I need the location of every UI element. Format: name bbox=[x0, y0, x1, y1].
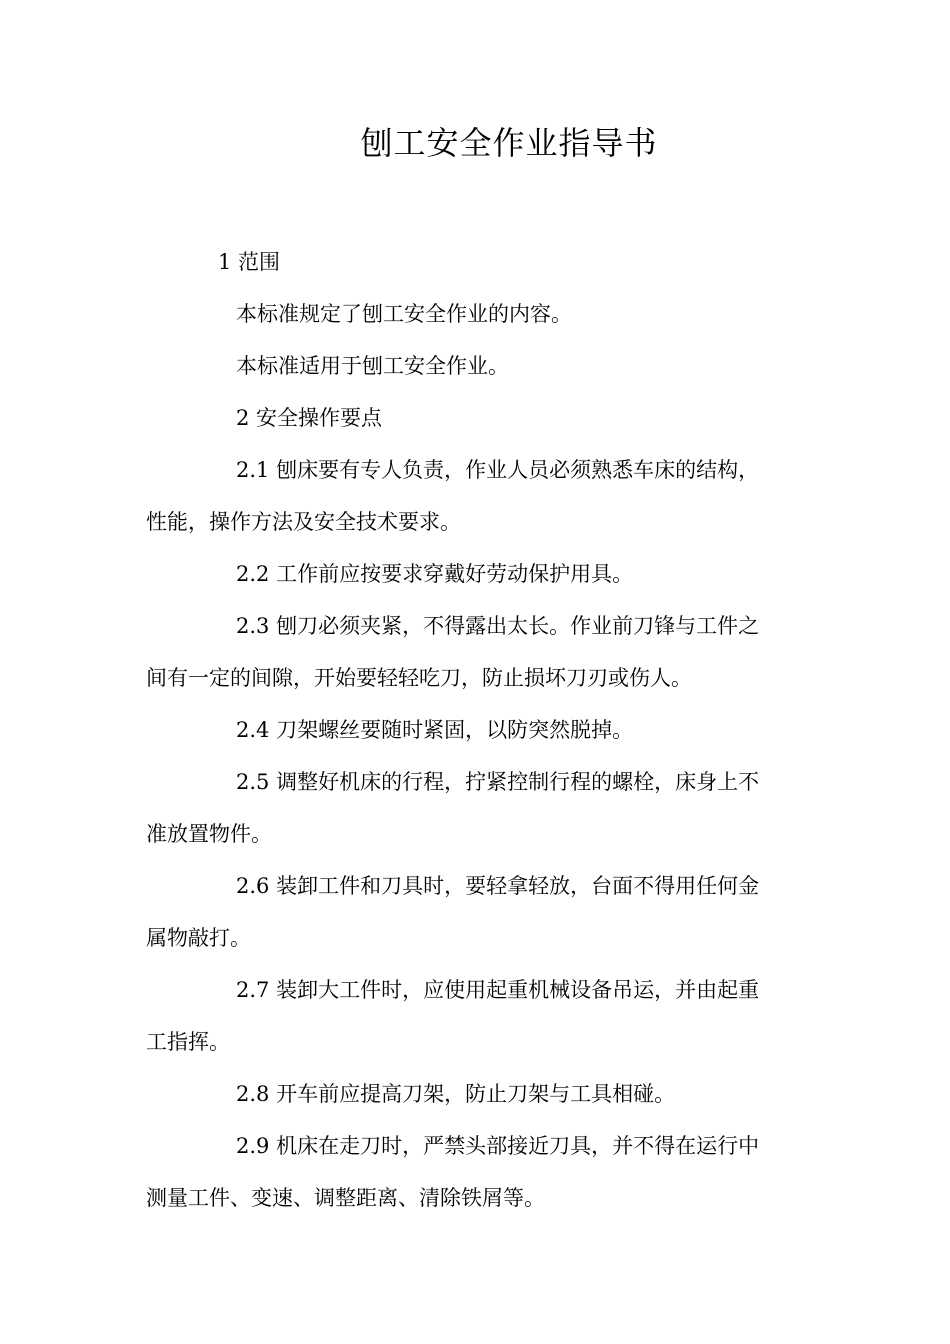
paragraph-line: 本标准规定了刨工安全作业的内容。 bbox=[236, 302, 572, 326]
clause-2-7-line-1: 2.7 装卸大工件时，应使用起重机械设备吊运，并由起重 bbox=[236, 978, 760, 1002]
clause-2-9-line-1: 2.9 机床在走刀时，严禁头部接近刀具，并不得在运行中 bbox=[236, 1134, 760, 1158]
clause-2-6-line-2: 属物敲打。 bbox=[146, 926, 251, 950]
clause-2-5-line-1: 2.5 调整好机床的行程，拧紧控制行程的螺栓，床身上不 bbox=[236, 770, 760, 794]
clause-2-4: 2.4 刀架螺丝要随时紧固，以防突然脱掉。 bbox=[236, 718, 634, 742]
clause-2-2: 2.2 工作前应按要求穿戴好劳动保护用具。 bbox=[236, 562, 634, 586]
paragraph-line: 本标准适用于刨工安全作业。 bbox=[236, 354, 509, 378]
document-title: 刨工安全作业指导书 bbox=[360, 124, 658, 162]
clause-2-8: 2.8 开车前应提高刀架，防止刀架与工具相碰。 bbox=[236, 1082, 676, 1106]
clause-2-3-line-1: 2.3 刨刀必须夹紧，不得露出太长。作业前刀锋与工件之 bbox=[236, 614, 760, 638]
clause-2-1-line-2: 性能，操作方法及安全技术要求。 bbox=[146, 510, 461, 534]
clause-2-3-line-2: 间有一定的间隙，开始要轻轻吃刀，防止损坏刀刃或伤人。 bbox=[146, 666, 692, 690]
clause-2-1-line-1: 2.1 刨床要有专人负责，作业人员必须熟悉车床的结构， bbox=[236, 458, 760, 482]
clause-2-6-line-1: 2.6 装卸工件和刀具时，要轻拿轻放，台面不得用任何金 bbox=[236, 874, 760, 898]
clause-2-7-line-2: 工指挥。 bbox=[146, 1030, 230, 1054]
clause-2-9-line-2: 测量工件、变速、调整距离、清除铁屑等。 bbox=[146, 1186, 545, 1210]
clause-2-5-line-2: 准放置物件。 bbox=[146, 822, 272, 846]
section-heading-scope: 1 范围 bbox=[218, 250, 281, 274]
section-heading-safety: 2 安全操作要点 bbox=[236, 406, 383, 430]
